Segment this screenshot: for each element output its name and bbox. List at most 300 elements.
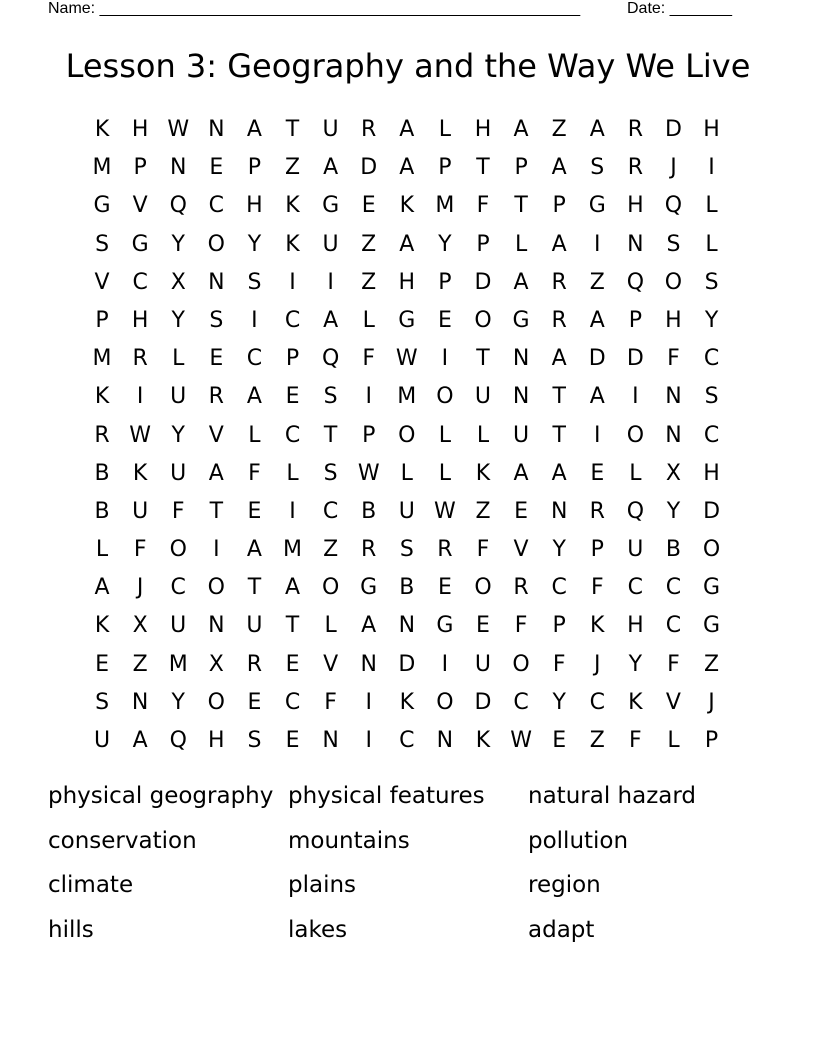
grid-letter: K [94, 117, 110, 142]
grid-letter: G [588, 193, 606, 219]
grid-letter: C [322, 498, 339, 524]
grid-letter: K [94, 384, 110, 410]
grid-letter: K [94, 613, 110, 639]
grid-letter: A [551, 231, 567, 257]
grid-letter: Y [552, 537, 566, 563]
grid-letter: I [441, 346, 449, 372]
grid-letter: A [132, 728, 148, 753]
grid-letter: U [170, 384, 187, 410]
grid-letter: L [629, 460, 642, 486]
grid-letter: L [248, 422, 261, 448]
grid-letter: Y [171, 422, 185, 448]
word-list-item: physical features [288, 783, 485, 809]
grid-letter: O [207, 689, 225, 715]
grid-letter: S [95, 231, 110, 257]
grid-letter: N [322, 728, 339, 753]
grid-letter: H [703, 460, 720, 486]
grid-letter: R [627, 155, 643, 181]
grid-row [83, 149, 731, 187]
page-title: Lesson 3: Geography and the Way We Live [65, 47, 751, 85]
grid-letter: Z [323, 537, 339, 563]
grid-letter: N [436, 728, 454, 753]
grid-letter: K [285, 231, 300, 257]
grid-letter: F [476, 193, 490, 219]
grid-letter: A [399, 155, 415, 181]
grid-letter: V [94, 269, 110, 295]
grid-letter: W [434, 498, 456, 524]
date-line: Date: _______ [627, 0, 732, 17]
grid-letter: T [285, 117, 300, 142]
grid-letter: A [208, 460, 224, 486]
grid-letter: C [284, 307, 301, 333]
grid-letter: K [628, 689, 643, 715]
grid-letter: Z [589, 269, 605, 295]
grid-letter: R [361, 117, 377, 142]
grid-letter: K [475, 460, 491, 486]
grid-letter: O [169, 537, 187, 563]
grid-letter: R [437, 537, 453, 563]
grid-letter: A [246, 117, 262, 142]
grid-letter: V [208, 422, 224, 448]
grid-letter: Q [664, 193, 683, 219]
grid-letter: A [284, 575, 301, 601]
grid-letter: G [398, 307, 416, 333]
grid-letter: A [246, 384, 262, 410]
grid-letter: A [513, 269, 529, 295]
grid-row [83, 111, 731, 149]
grid-letter: Y [704, 307, 719, 333]
grid-letter: F [667, 346, 680, 372]
grid-letter: O [321, 575, 340, 601]
grid-letter: K [475, 728, 491, 753]
grid-letter: C [627, 575, 644, 601]
grid-letter: H [627, 193, 644, 219]
grid-letter: L [667, 728, 680, 753]
grid-letter: U [627, 537, 644, 563]
grid-row [83, 264, 731, 302]
grid-letter: O [436, 384, 454, 410]
grid-letter: E [437, 575, 452, 601]
grid-letter: A [246, 537, 262, 563]
grid-letter: K [590, 613, 605, 639]
grid-letter: E [552, 728, 567, 753]
grid-letter: A [399, 117, 415, 142]
grid-letter: J [670, 155, 677, 181]
grid-letter: N [208, 613, 225, 639]
grid-letter: E [247, 689, 262, 715]
grid-letter: M [92, 346, 112, 372]
grid-letter: O [207, 231, 225, 257]
grid-letter: N [208, 269, 225, 295]
grid-letter: E [437, 307, 452, 333]
grid-letter: F [362, 346, 376, 372]
grid-letter: Y [666, 498, 681, 524]
grid-row [83, 378, 731, 416]
grid-letter: E [247, 498, 262, 524]
grid-letter: E [285, 384, 300, 410]
grid-letter: C [513, 689, 529, 715]
grid-letter: K [399, 689, 415, 715]
grid-letter: O [436, 689, 454, 715]
grid-letter: B [361, 498, 377, 524]
grid-letter: B [399, 575, 415, 601]
grid-letter: F [171, 498, 185, 524]
word-list-item: hills [48, 916, 94, 943]
grid-letter: E [285, 728, 300, 753]
grid-letter: F [590, 575, 604, 601]
grid-row [83, 684, 731, 722]
word-list-item: mountains [288, 827, 410, 854]
grid-letter: P [285, 346, 300, 372]
grid-letter: N [627, 231, 644, 257]
grid-letter: G [703, 613, 721, 639]
grid-letter: U [322, 231, 339, 257]
grid-letter: G [512, 307, 530, 333]
grid-letter: N [131, 689, 149, 715]
grid-row [83, 417, 731, 455]
grid-letter: F [476, 537, 490, 563]
grid-letter: R [589, 498, 605, 524]
grid-letter: Z [361, 231, 377, 257]
grid-letter: C [132, 269, 148, 295]
grid-letter: A [323, 155, 339, 181]
grid-letter: F [133, 537, 147, 563]
grid-letter: S [209, 307, 224, 333]
grid-letter: P [704, 728, 719, 753]
word-list-item: physical geography [48, 783, 274, 809]
grid-row [83, 646, 731, 684]
grid-letter: O [702, 537, 721, 563]
grid-letter: S [247, 728, 262, 753]
grid-letter: W [167, 117, 190, 142]
grid-letter: P [362, 422, 376, 448]
grid-letter: L [438, 117, 452, 142]
grid-letter: O [626, 422, 645, 448]
grid-letter: L [172, 346, 185, 372]
grid-letter: I [365, 689, 372, 715]
grid-letter: L [438, 460, 452, 486]
grid-letter: H [246, 193, 263, 219]
grid-letter: F [514, 613, 528, 639]
grid-letter: Y [438, 231, 452, 257]
grid-letter: Q [169, 728, 187, 753]
grid-letter: N [360, 651, 377, 677]
grid-letter: L [438, 422, 452, 448]
grid-letter: U [246, 613, 263, 639]
grid-letter: U [132, 498, 149, 524]
grid-letter: R [627, 117, 643, 142]
grid-letter: D [360, 155, 378, 181]
grid-letter: U [93, 728, 111, 753]
grid-letter: I [708, 155, 715, 181]
word-list-item: region [528, 872, 601, 898]
grid-letter: C [399, 728, 415, 753]
grid-letter: I [289, 498, 296, 524]
grid-letter: U [170, 613, 187, 639]
grid-letter: L [324, 613, 337, 639]
grid-letter: I [289, 269, 296, 295]
grid-letter: I [327, 269, 334, 295]
grid-letter: E [95, 651, 109, 677]
grid-letter: C [703, 346, 720, 372]
grid-letter: Y [171, 689, 185, 715]
grid-letter: D [398, 651, 416, 677]
grid-letter: Z [475, 498, 491, 524]
name-line: Name: ______________________________________________________ [48, 0, 581, 17]
grid-letter: A [513, 117, 529, 142]
grid-row [83, 340, 731, 378]
grid-letter: P [552, 613, 566, 639]
grid-letter: P [247, 155, 262, 181]
grid-letter: S [590, 155, 605, 181]
grid-letter: X [132, 613, 148, 639]
grid-letter: Q [321, 346, 340, 372]
grid-row [83, 493, 731, 531]
grid-letter: S [95, 689, 110, 715]
grid-letter: N [512, 346, 530, 372]
grid-letter: S [399, 537, 414, 563]
grid-letter: H [665, 307, 682, 333]
grid-letter: I [365, 728, 372, 753]
grid-letter: T [552, 384, 566, 410]
grid-letter: P [95, 307, 109, 333]
grid-letter: H [627, 613, 644, 639]
grid-letter: I [594, 231, 601, 257]
word-list-item: pollution [528, 827, 629, 854]
grid-letter: G [93, 193, 111, 219]
grid-letter: Z [551, 117, 567, 142]
grid-letter: A [551, 155, 567, 181]
word-search-grid [83, 111, 731, 760]
grid-letter: A [589, 117, 605, 142]
grid-letter: S [323, 460, 338, 486]
grid-letter: I [365, 384, 372, 410]
grid-letter: Q [626, 269, 645, 295]
grid-letter: G [360, 575, 378, 601]
grid-letter: S [704, 384, 719, 410]
grid-letter: G [703, 575, 721, 601]
grid-letter: S [323, 384, 338, 410]
grid-letter: T [209, 498, 224, 524]
grid-letter: R [246, 651, 263, 677]
grid-letter: J [594, 651, 601, 677]
grid-letter: L [95, 537, 109, 563]
grid-letter: Y [247, 231, 262, 257]
grid-letter: P [476, 231, 490, 257]
grid-letter: Z [132, 651, 148, 677]
grid-letter: A [94, 575, 110, 601]
grid-letter: M [397, 384, 417, 410]
grid-letter: P [628, 307, 642, 333]
grid-letter: O [474, 307, 492, 333]
grid-letter: F [667, 651, 680, 677]
grid-letter: V [665, 689, 681, 715]
grid-letter: E [476, 613, 490, 639]
grid-letter: D [626, 346, 644, 372]
grid-letter: U [170, 460, 187, 486]
grid-letter: A [551, 346, 567, 372]
grid-letter: L [514, 231, 528, 257]
grid-letter: P [438, 155, 452, 181]
grid-letter: N [208, 117, 225, 142]
grid-letter: R [132, 346, 148, 372]
grid-letter: N [512, 384, 530, 410]
grid-letter: R [551, 269, 567, 295]
grid-letter: F [552, 651, 566, 677]
grid-letter: D [664, 117, 682, 142]
grid-letter: O [207, 575, 225, 601]
word-list-item: lakes [288, 916, 348, 943]
grid-letter: C [703, 422, 720, 448]
grid-letter: W [129, 422, 152, 448]
grid-letter: X [170, 269, 186, 295]
grid-letter: M [168, 651, 188, 677]
grid-letter: V [132, 193, 148, 219]
grid-letter: U [474, 651, 492, 677]
grid-letter: T [514, 193, 528, 219]
word-list-item: natural hazard [528, 783, 697, 809]
grid-letter: H [474, 117, 492, 142]
grid-letter: A [589, 384, 605, 410]
word-list-item: conservation [48, 827, 197, 854]
grid-letter: H [703, 117, 720, 142]
grid-letter: H [131, 117, 149, 142]
grid-letter: K [399, 193, 415, 219]
word-list-item: climate [48, 872, 134, 898]
grid-row [83, 302, 731, 340]
grid-letter: W [357, 460, 380, 486]
grid-letter: A [399, 231, 415, 257]
grid-letter: Q [169, 193, 187, 219]
grid-letter: I [632, 384, 639, 410]
grid-letter: N [665, 422, 682, 448]
grid-letter: P [514, 155, 528, 181]
grid-letter: I [213, 537, 220, 563]
grid-letter: R [94, 422, 110, 448]
grid-letter: C [170, 575, 186, 601]
grid-letter: D [588, 346, 606, 372]
grid-letter: G [322, 193, 340, 219]
grid-row [83, 455, 731, 493]
grid-letter: E [361, 193, 376, 219]
grid-row [83, 722, 731, 760]
grid-letter: A [513, 460, 529, 486]
grid-letter: A [589, 307, 605, 333]
grid-letter: E [514, 498, 529, 524]
grid-row [83, 226, 731, 264]
grid-letter: C [589, 689, 605, 715]
grid-letter: J [708, 689, 715, 715]
grid-letter: Z [361, 269, 377, 295]
grid-letter: T [552, 422, 566, 448]
grid-letter: Y [628, 651, 643, 677]
grid-letter: N [665, 384, 682, 410]
grid-letter: B [94, 460, 110, 486]
grid-letter: Y [171, 231, 185, 257]
grid-letter: O [398, 422, 416, 448]
grid-letter: I [441, 651, 449, 677]
word-list-item: adapt [528, 916, 595, 943]
grid-letter: S [247, 269, 262, 295]
grid-letter: L [705, 193, 718, 219]
grid-letter: K [285, 193, 300, 219]
grid-letter: E [285, 651, 300, 677]
grid-letter: D [474, 689, 492, 715]
grid-letter: P [133, 155, 147, 181]
grid-letter: T [476, 155, 490, 181]
grid-letter: G [131, 231, 149, 257]
grid-letter: O [474, 575, 492, 601]
grid-letter: I [136, 384, 144, 410]
word-list-item: plains [288, 872, 357, 898]
grid-letter: V [513, 537, 529, 563]
grid-letter: Y [552, 689, 566, 715]
grid-letter: C [284, 422, 301, 448]
grid-letter: T [323, 422, 338, 448]
grid-letter: Q [626, 498, 645, 524]
grid-letter: H [131, 307, 149, 333]
grid-letter: F [629, 728, 642, 753]
grid-letter: I [251, 307, 258, 333]
grid-letter: Z [589, 728, 605, 753]
grid-letter: I [594, 422, 601, 448]
grid-letter: Y [171, 307, 185, 333]
grid-letter: K [132, 460, 148, 486]
grid-letter: L [362, 307, 375, 333]
grid-row [83, 531, 731, 569]
grid-letter: H [208, 728, 225, 753]
grid-letter: R [208, 384, 224, 410]
grid-letter: C [665, 575, 682, 601]
grid-letter: C [665, 613, 682, 639]
grid-row [83, 569, 731, 607]
grid-letter: C [208, 193, 225, 219]
grid-letter: D [474, 269, 492, 295]
grid-letter: T [247, 575, 262, 601]
grid-letter: P [590, 537, 604, 563]
grid-letter: N [170, 155, 187, 181]
grid-letter: O [512, 651, 530, 677]
grid-letter: X [208, 651, 224, 677]
grid-letter: L [476, 422, 490, 448]
grid-row [83, 187, 731, 225]
grid-letter: T [285, 613, 300, 639]
grid-letter: D [703, 498, 721, 524]
grid-letter: M [283, 537, 302, 563]
grid-letter: N [550, 498, 568, 524]
grid-letter: B [665, 537, 681, 563]
grid-letter: L [705, 231, 718, 257]
word-list [48, 778, 768, 956]
grid-letter: P [438, 269, 452, 295]
grid-letter: N [398, 613, 416, 639]
grid-letter: S [704, 269, 719, 295]
grid-letter: E [209, 155, 224, 181]
grid-letter: B [94, 498, 110, 524]
grid-letter: W [510, 728, 532, 753]
grid-letter: X [665, 460, 681, 486]
grid-letter: F [324, 689, 337, 715]
grid-letter: E [209, 346, 224, 372]
grid-letter: C [246, 346, 263, 372]
grid-letter: W [395, 346, 418, 372]
grid-letter: E [590, 460, 605, 486]
grid-letter: S [666, 231, 681, 257]
grid-letter: P [552, 193, 566, 219]
grid-row [83, 607, 731, 645]
grid-letter: F [248, 460, 261, 486]
grid-letter: L [400, 460, 413, 486]
